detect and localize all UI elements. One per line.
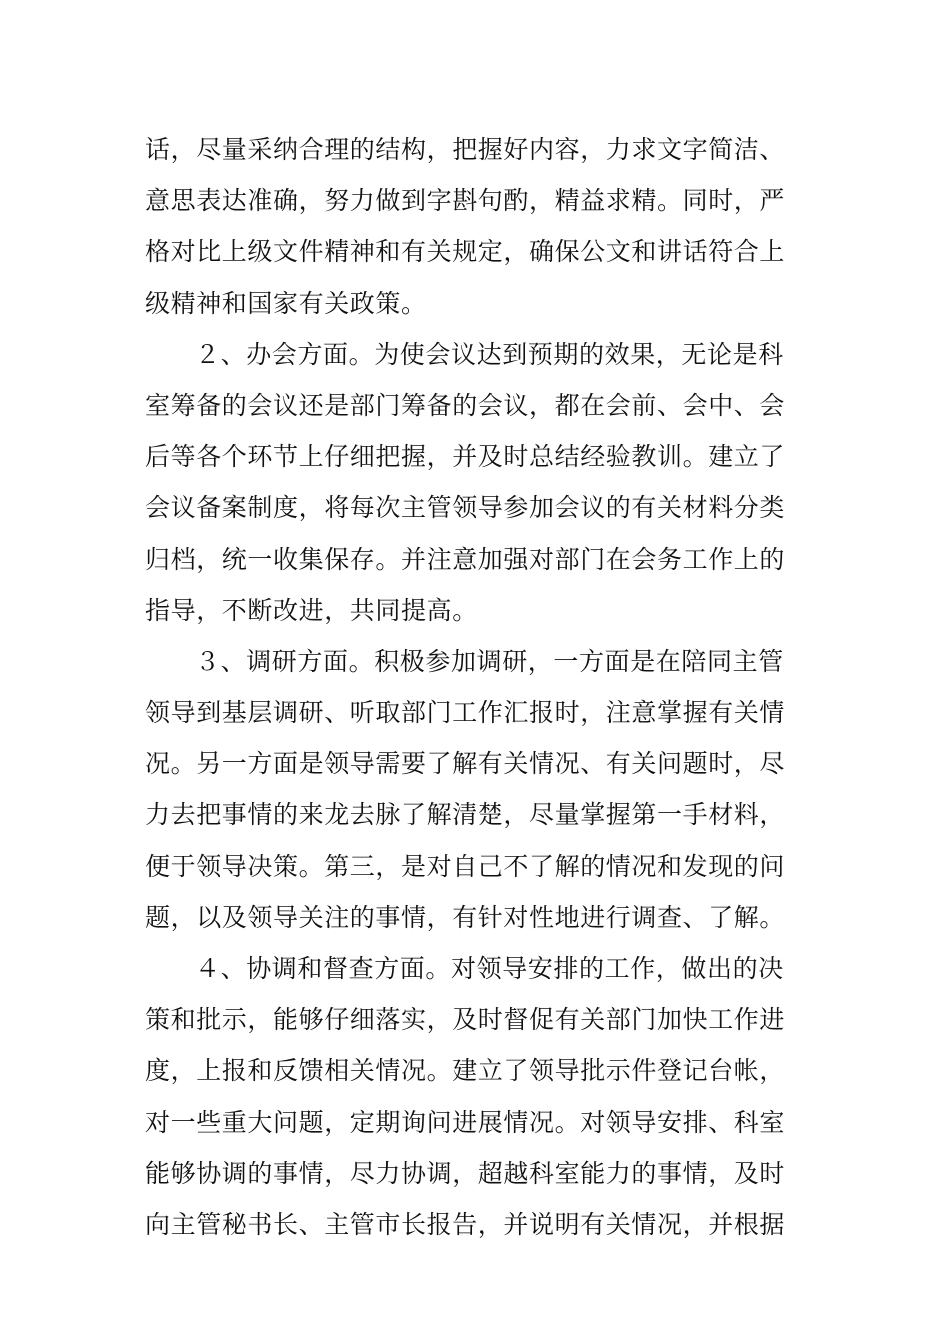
- text-line: 能够协调的事情，尽力协调，超越科室能力的事情，及时: [145, 1158, 786, 1188]
- text-line: 室筹备的会议还是部门筹备的会议，都在会前、会中、会: [145, 390, 786, 420]
- text-line: 指导，不断改进，共同提高。: [145, 595, 478, 625]
- text-line: 对一些重大问题，定期询问进展情况。对领导安排、科室: [145, 1107, 786, 1137]
- paragraph-first-line: ３、调研方面。积极参加调研，一方面是在陪同主管: [195, 646, 784, 676]
- text-line: 归档，统一收集保存。并注意加强对部门在会务工作上的: [145, 544, 786, 574]
- text-line: 向主管秘书长、主管市长报告，并说明有关情况，并根据: [145, 1209, 786, 1239]
- text-line: 格对比上级文件精神和有关规定，确保公文和讲话符合上: [145, 237, 786, 267]
- text-line: 级精神和国家有关政策。: [145, 288, 427, 318]
- text-line: 便于领导决策。第三，是对自己不了解的情况和发现的问: [145, 851, 786, 881]
- text-line: 度，上报和反馈相关情况。建立了领导批示件登记台帐，: [145, 1056, 786, 1086]
- text-line: 况。另一方面是领导需要了解有关情况、有关问题时，尽: [145, 749, 786, 779]
- text-line: 后等各个环节上仔细把握，并及时总结经验教训。建立了: [145, 442, 786, 472]
- text-line: 题，以及领导关注的事情，有针对性地进行调查、了解。: [145, 902, 786, 932]
- text-line: 力去把事情的来龙去脉了解清楚，尽量掌握第一手材料，: [145, 800, 786, 830]
- document-body: [145, 124, 810, 1250]
- paragraph-first-line: ４、协调和督查方面。对领导安排的工作，做出的决: [195, 954, 784, 983]
- text-line: 策和批示，能够仔细落实，及时督促有关部门加快工作进: [145, 1005, 786, 1035]
- text-line: 会议备案制度，将每次主管领导参加会议的有关材料分类: [145, 493, 786, 523]
- text-line: 话，尽量采纳合理的结构，把握好内容，力求文字简洁、: [145, 135, 786, 164]
- paragraph-first-line: ２、办会方面。为使会议达到预期的效果，无论是科: [195, 339, 784, 369]
- text-line: 领导到基层调研、听取部门工作汇报时，注意掌握有关情: [145, 698, 786, 728]
- text-line: 意思表达准确，努力做到字斟句酌，精益求精。同时，严: [145, 186, 786, 216]
